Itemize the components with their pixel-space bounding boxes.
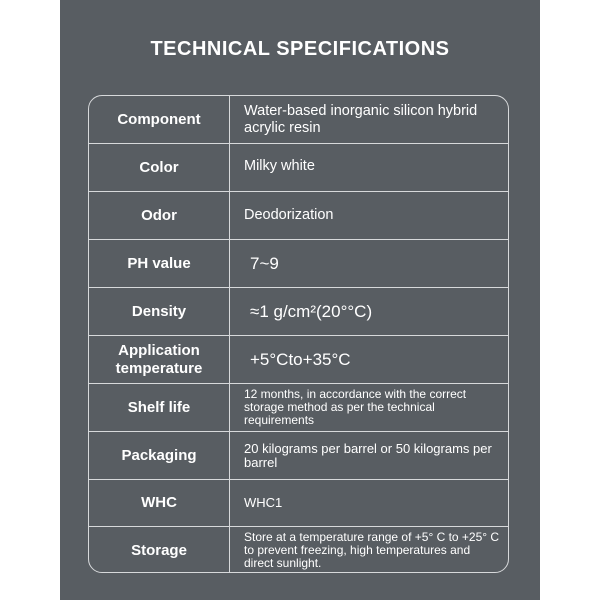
spec-label: Odor <box>89 192 230 239</box>
spec-value: Store at a temperature range of +5° C to +25° C to prevent freezing, high temperatures and direct sunlight. <box>244 530 500 570</box>
spec-row-component <box>89 96 508 144</box>
spec-label: Application temperature <box>89 336 230 383</box>
spec-label: Density <box>89 288 230 335</box>
spec-value: +5°Cto+35°C <box>250 349 351 369</box>
spec-value: 20 kilograms per barrel or 50 kilograms per barrel <box>244 440 492 470</box>
spec-row-shelf-life <box>89 384 508 432</box>
spec-label: PH value <box>89 240 230 287</box>
spec-value: WHC1 <box>244 495 283 510</box>
spec-label: Color <box>89 144 230 191</box>
spec-row-storage <box>89 527 508 573</box>
spec-label: Component <box>89 96 230 143</box>
spec-row-application-temperature <box>89 336 508 384</box>
spec-panel <box>60 0 540 600</box>
spec-row-color <box>89 144 508 192</box>
spec-value: ≈1 g/cm²(20°°C) <box>250 301 373 321</box>
spec-label: WHC <box>89 480 230 526</box>
page-title: TECHNICAL SPECIFICATIONS <box>150 38 450 60</box>
spec-value: Milky white <box>244 158 315 174</box>
spec-row-whc <box>89 480 508 527</box>
spec-label: Shelf life <box>89 384 230 431</box>
spec-table <box>88 95 509 573</box>
spec-row-odor <box>89 192 508 240</box>
spec-value: Water-based inorganic silicon hybrid acrylic resin <box>244 103 478 136</box>
spec-row-ph-value <box>89 240 508 288</box>
spec-row-density <box>89 288 508 336</box>
spec-label: Packaging <box>89 432 230 479</box>
spec-label: Storage <box>89 527 230 573</box>
spec-value: 7~9 <box>250 253 279 273</box>
spec-value: Deodorization <box>244 207 334 223</box>
spec-row-packaging <box>89 432 508 480</box>
spec-value: 12 months, in accordance with the correct storage method as per the technical requirements <box>244 387 467 427</box>
